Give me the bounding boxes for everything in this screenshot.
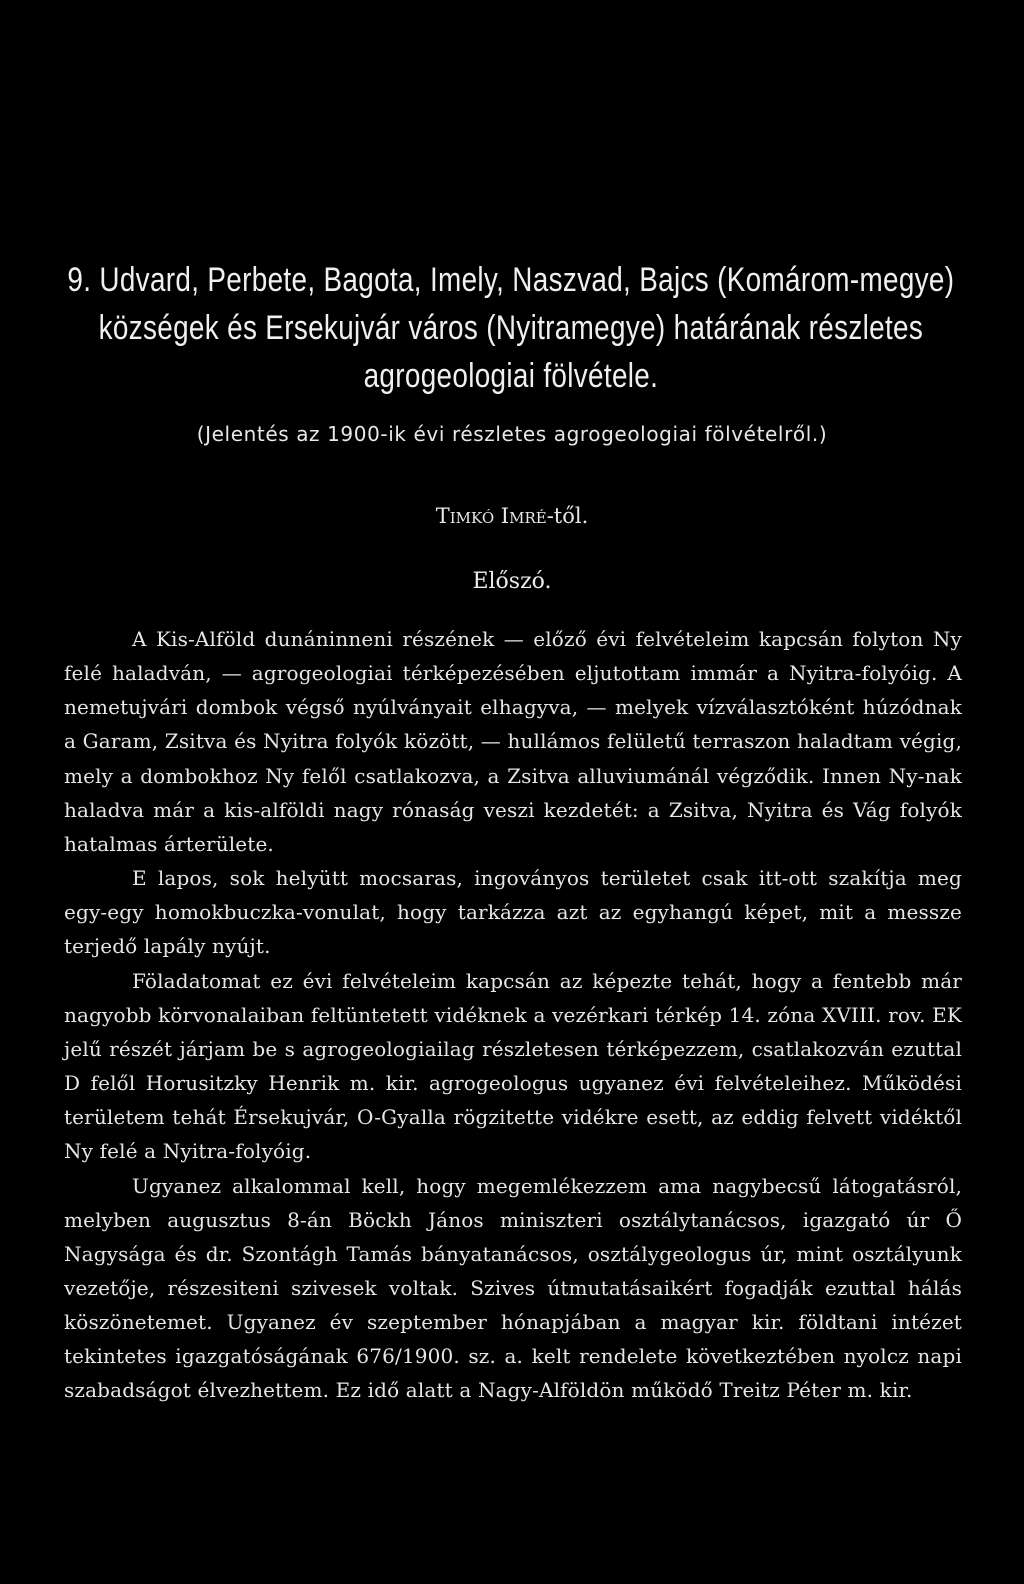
report-subtitle: (Jelentés az 1900-ik évi részletes agrogeologiai fölvételről.) <box>196 422 828 446</box>
paragraph: Ugyanez alkalommal kell, hogy megemlékezzem ama nagybecsű látogatásról, melyben augusztus 8-án Böckh János miniszteri osztálytanácsos, igazgató úr Ő Nagysága és dr. Szontágh Tamás bányatanácsos, osztálygeologus úr, mint osztályunk vezetője, részesiteni szivesek voltak. Szives útmutatásaikért fogadják ezuttal hálás köszönetemet. Ugyanez év szeptember hónapjában a magyar kir. földtani intézet tekintetes igazgatóságának 676/1900. sz. a. kelt rendelete következtében nyolcz napi szabadságot élvezhettem. Ez idő alatt a Nagy-Alföldön működő Treitz Péter m. kir. <box>64 1173 962 1403</box>
author-name: Timkó Imré <box>435 504 547 528</box>
page-title: 9. Udvard, Perbete, Bagota, Imely, Naszvad, Bajcs (Komárom-megye) községek és Ersekujvár város (Nyitramegye) határának részletes agrogeologiai fölvétele. <box>67 261 955 395</box>
section-heading: Előszó. <box>472 569 552 594</box>
body-text <box>64 622 962 1408</box>
paragraph: A Kis-Alföld dunáninneni részének — előző évi felvételeim kapcsán folyton Ny felé haladván, — agrogeologiai térképezésében eljutottam immár a Nyitra-folyóig. A nemetujvári dombok végső nyúlványait elhagyva, — melyek vízválasztóként húzódnak a Garam, Zsitva és Nyitra folyók között, — hullámos felületű terraszon haladtam végig, mely a dombokhoz Ny felől csatlakozva, a Zsitva alluviumánál végződik. Innen Ny-nak haladva már a kis-alföldi nagy rónaság veszi kezdetét: a Zsitva, Nyitra és Vág folyók hatalmas árterülete. <box>64 627 962 856</box>
author-suffix: -től. <box>546 504 589 528</box>
paragraph: E lapos, sok helyütt mocsaras, ingoványos területet csak itt-ott szakítja meg egy-egy homokbuczka-vonulat, hogy tarkázza azt az egyhangú képet, mit a messze terjedő lapály nyújt. <box>64 866 962 959</box>
author-line <box>0 504 1024 528</box>
paragraph: Föladatomat ez évi felvételeim kapcsán az képezte tehát, hogy a fentebb már nagyobb körvonalaiban feltüntetett vidéknek a vezérkari térkép 14. zóna XVIII. rov. EK jelű részét járjam be s agrogeologiailag részletesen térképezzem, csatlakozván ezuttal D felől Horusitzky Henrik m. kir. agrogeologus ugyanez évi felvételeihez. Működési területem tehát Érsekujvár, O-Gyalla rögzitette vidékre esett, az eddig felvett vidéktől Ny felé a Nyitra-folyóig. <box>64 968 962 1164</box>
